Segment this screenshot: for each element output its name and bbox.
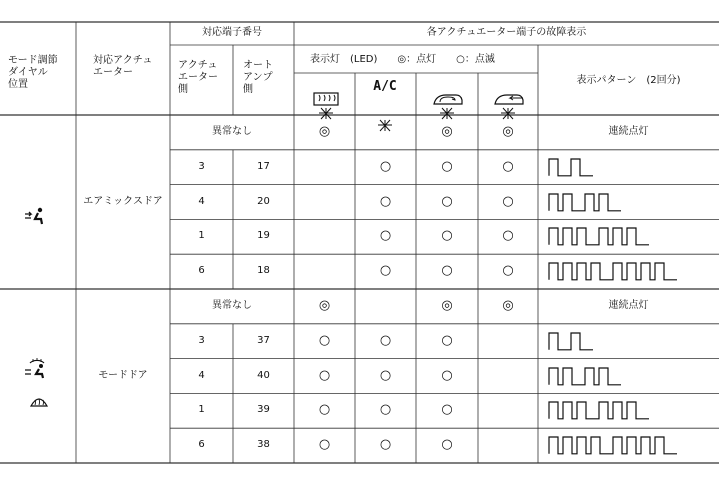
amp-terminal: 38 — [257, 439, 270, 451]
amp-terminal: 19 — [257, 230, 270, 242]
led-mark: ◎ — [502, 298, 514, 313]
actuator-side-header: アクチュ エーター 側 — [178, 60, 218, 95]
actuator-terminal: 1 — [198, 404, 205, 416]
actuator-terminal: 6 — [198, 439, 205, 451]
led-mark: ○ — [502, 158, 514, 174]
led-mark: ○ — [379, 402, 392, 418]
blink-pattern-waveform — [545, 257, 719, 288]
indicator-legend: 表示灯 (LED) ◎：点灯 ○：点滅 — [310, 54, 495, 65]
pulse-path — [549, 402, 649, 419]
pulse-path — [549, 368, 621, 385]
actuator-terminal: 4 — [198, 369, 205, 381]
led-mark — [294, 185, 355, 220]
amp-terminal: 37 — [257, 334, 270, 346]
led-mark — [294, 150, 355, 185]
amp-terminal: 39 — [257, 404, 270, 416]
actuator-terminal: 3 — [198, 160, 205, 172]
fault-display-header: 各アクチュエーター端子の故障表示 — [426, 27, 587, 38]
led-mark: ○ — [379, 228, 392, 244]
actuator-terminal: 3 — [198, 334, 205, 346]
led-mark — [355, 115, 416, 150]
amp-terminal: 18 — [257, 265, 270, 277]
amp-terminal: 20 — [257, 195, 270, 207]
fresh-air-icon — [478, 80, 538, 110]
pulse-path — [549, 159, 593, 176]
led-mark: ◎ — [502, 124, 514, 139]
blink-pattern-waveform — [545, 431, 719, 462]
led-mark: ○ — [379, 437, 392, 453]
led-mark: ○ — [441, 228, 453, 244]
pattern-text: 連続点灯 — [608, 126, 649, 137]
terminal-number-header: 対応端子番号 — [202, 27, 262, 38]
led-mark: ○ — [379, 367, 392, 383]
led-mark: ○ — [502, 228, 514, 244]
bi-level-defrost-mode-icon — [24, 345, 48, 367]
amp-terminal: 40 — [257, 369, 270, 381]
actuator-terminal: 4 — [198, 195, 205, 207]
led-mark — [478, 393, 538, 428]
blink-pattern-waveform — [545, 327, 719, 358]
led-mark: ○ — [441, 367, 453, 383]
pulse-path — [549, 263, 677, 280]
mode-dial-header: モード調節 ダイヤル 位置 — [8, 55, 58, 90]
blink-pattern-waveform — [545, 188, 719, 219]
led-mark: ○ — [441, 332, 453, 348]
blink-pattern-waveform — [545, 396, 719, 427]
vent-mode-icon — [24, 195, 46, 213]
pulse-path — [549, 437, 677, 454]
led-mark: ○ — [441, 437, 453, 453]
actuator-terminal: 6 — [198, 265, 205, 277]
normal-label: 異常なし — [212, 126, 252, 137]
led-mark: ○ — [318, 437, 331, 453]
led-mark — [478, 359, 538, 394]
led-mark: ○ — [441, 193, 453, 209]
recirculation-icon — [416, 80, 478, 110]
led-mark — [294, 254, 355, 289]
led-mark: ○ — [441, 402, 453, 418]
led-mark: ○ — [379, 263, 392, 279]
actuator-name: モードドア — [98, 370, 148, 381]
actuator-name: エアミックスドア — [83, 196, 163, 207]
led-mark: ○ — [318, 402, 331, 418]
actuator-header: 対応アクチュ エーター — [93, 55, 153, 78]
pattern-text: 連続点灯 — [608, 300, 649, 311]
led-mark: ◎ — [441, 298, 453, 313]
pulse-path — [549, 194, 621, 211]
led-mark — [355, 289, 416, 324]
led-mark: ○ — [318, 367, 331, 383]
pulse-path — [549, 228, 649, 245]
actuator-terminal: 1 — [198, 230, 205, 242]
pulse-path — [549, 333, 593, 350]
led-mark: ○ — [379, 332, 392, 348]
pattern-header: 表示パターン (2回分) — [576, 75, 681, 86]
led-mark: ○ — [441, 158, 453, 174]
led-mark — [478, 428, 538, 463]
blink-pattern-waveform — [545, 153, 719, 184]
defrost-mode-icon — [29, 382, 49, 398]
led-mark: ○ — [379, 193, 392, 209]
led-mark: ○ — [441, 263, 453, 279]
led-mark: ◎ — [318, 124, 331, 139]
amp-terminal: 17 — [257, 160, 270, 172]
ac-icon — [355, 80, 415, 110]
led-mark: ◎ — [318, 298, 331, 313]
led-mark: ○ — [379, 158, 392, 174]
led-mark — [478, 324, 538, 359]
amp-side-header: オート アンプ 側 — [243, 60, 273, 95]
blink-pattern-waveform — [545, 222, 719, 253]
ac-icon-label: A/C — [373, 79, 397, 94]
led-mark: ◎ — [441, 124, 453, 139]
normal-label: 異常なし — [212, 300, 252, 311]
blink-pattern-waveform — [545, 362, 719, 393]
led-mark: ○ — [502, 263, 514, 279]
rear-defogger-icon — [297, 80, 355, 110]
led-mark: ○ — [318, 332, 331, 348]
led-mark: ○ — [502, 193, 514, 209]
led-mark — [294, 219, 355, 254]
